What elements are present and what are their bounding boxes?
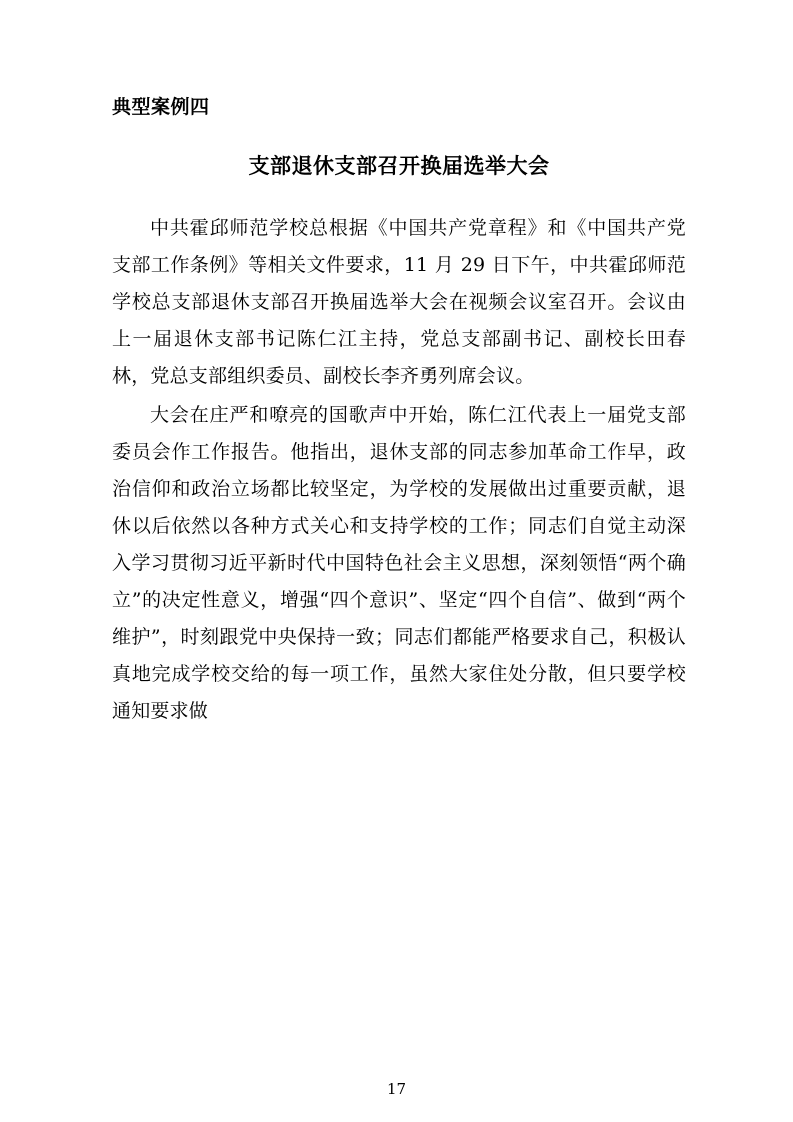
case-label: 典型案例四 (112, 96, 210, 118)
paragraph-2: 大会在庄严和嘹亮的国歌声中开始，陈仁江代表上一届党支部委员会作工作报告。他指出，退休支部的同志参加革命工作早，政治信仰和政治立场都比较坚定，为学校的发展做出过重要贡献，退休以后依然以各种方式关心和支持学校的工作；同志们自觉主动深入学习贯彻习近平新时代中国特色社会主义思想，深刻领悟“两个确立”的决定性意义，增强“四个意识”、坚定“四个自信”、做到“两个维护”，时刻跟党中央保持一致；同志们都能严格要求自己，积极认真地完成学校交给的每一项工作，虽然大家住处分散，但只要学校通知要求做 (112, 404, 686, 722)
page-number: 17 (386, 1080, 407, 1098)
paragraph-1: 中共霍邱师范学校总根据《中国共产党章程》和《中国共产党支部工作条例》等相关文件要求，11 月 29 日下午，中共霍邱师范学校总支部退休支部召开换届选举大会在视频会议室召开。会议由上一届退休支部书记陈仁江主持，党总支部副书记、副校长田春林，党总支部组织委员、副校长李齐勇列席会议。 (112, 217, 686, 387)
document-body (112, 92, 686, 732)
page-title: 支部退休支部召开换届选举大会 (248, 153, 550, 178)
